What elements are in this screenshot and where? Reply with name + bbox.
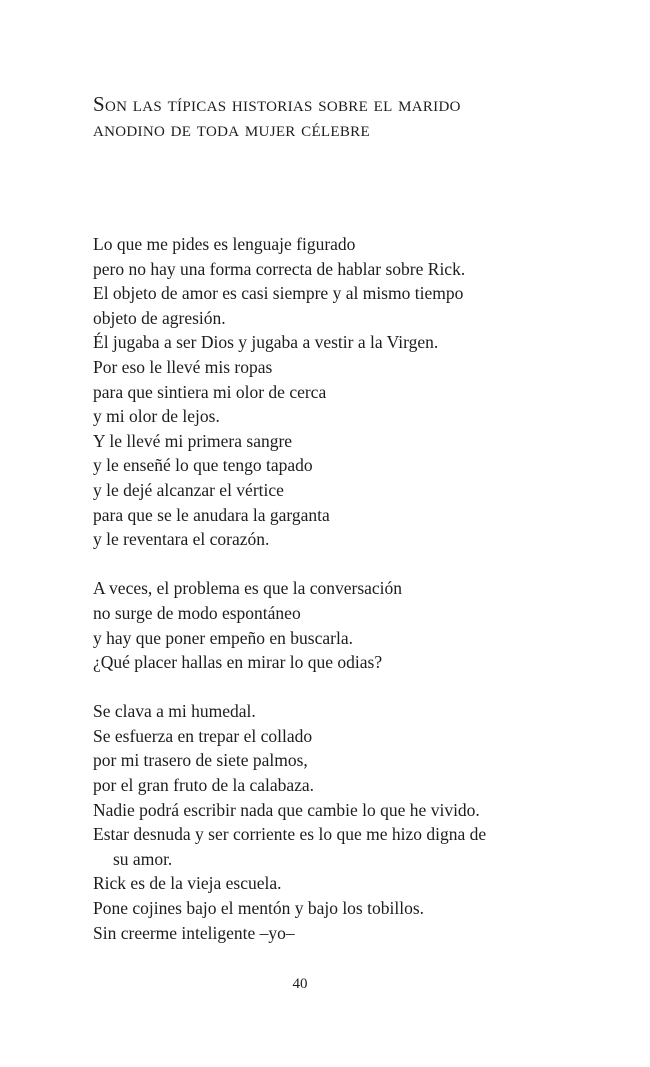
poem-line: Por eso le llevé mis ropas: [93, 356, 273, 377]
page-number: 40: [292, 976, 308, 992]
poem-line: ¿Qué placer hallas en mirar lo que odias?: [93, 652, 383, 673]
poem-line: y hay que poner empeño en buscarla.: [93, 627, 353, 648]
poem-line: pero no hay una forma correcta de hablar sobre Rick.: [93, 258, 466, 279]
poem-line: Rick es de la vieja escuela.: [93, 873, 282, 894]
poem-line: por mi trasero de siete palmos,: [93, 750, 308, 771]
stanza-2: [93, 576, 613, 674]
poem-line: Nadie podrá escribir nada que cambie lo que he vivido.: [93, 799, 480, 820]
stanza-1: [93, 232, 613, 552]
poem-line: Estar desnuda y ser corriente es lo que me hizo digna de: [93, 824, 487, 845]
poem-line: por el gran fruto de la calabaza.: [93, 775, 315, 796]
poem-line: Él jugaba a ser Dios y jugaba a vestir a la Virgen.: [93, 332, 439, 353]
poem-line: y le reventara el corazón.: [93, 529, 270, 550]
poem-line: y le enseñé lo que tengo tapado: [93, 455, 313, 476]
poem-title-line-2: anodino de toda mujer célebre: [93, 117, 370, 141]
stanza-3: [93, 699, 613, 945]
poem-line: para que sintiera mi olor de cerca: [93, 381, 327, 402]
poem-line: Se esfuerza en trepar el collado: [93, 725, 313, 746]
poem-line: Y le llevé mi primera sangre: [93, 430, 293, 451]
poem-line: Se clava a mi humedal.: [93, 701, 256, 722]
poem-line: A veces, el problema es que la conversación: [93, 578, 403, 599]
poem-line: Pone cojines bajo el mentón y bajo los tobillos.: [93, 898, 425, 919]
poem-line: Sin creerme inteligente –yo–: [93, 922, 295, 943]
poem-line: no surge de modo espontáneo: [93, 602, 301, 623]
poem-title: [93, 92, 613, 142]
poem-body: [93, 232, 613, 970]
poem-line: Lo que me pides es lenguaje figurado: [93, 234, 356, 254]
poem-line: y le dejé alcanzar el vértice: [93, 479, 284, 500]
poem-line: objeto de agresión.: [93, 307, 226, 328]
poem-line: para que se le anudara la garganta: [93, 504, 330, 525]
poem-line: su amor.: [113, 848, 173, 869]
poem-title-line-1: Son las típicas historias sobre el marido: [93, 92, 461, 116]
poem-line: y mi olor de lejos.: [93, 406, 220, 427]
poem-line: El objeto de amor es casi siempre y al mismo tiempo: [93, 283, 464, 304]
